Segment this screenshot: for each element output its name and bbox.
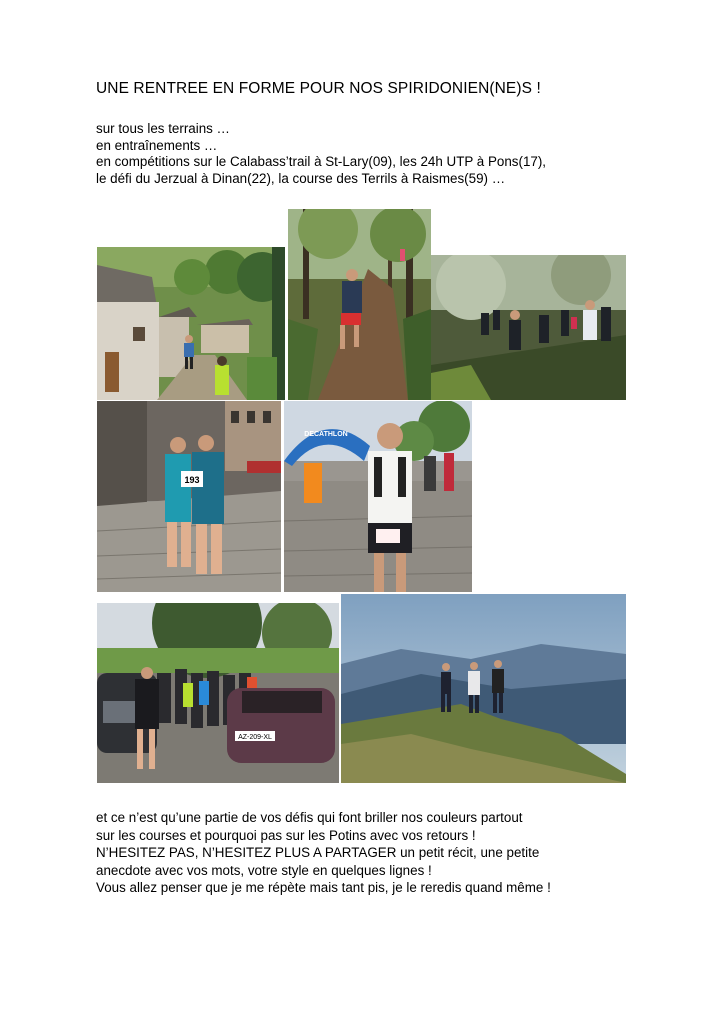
photo-forest-runner [288,209,431,400]
license-plate-text: AZ-209-XL [238,734,272,741]
page-title: UNE RENTREE EN FORME POUR NOS SPIRIDONIEN(NE)S ! [96,80,541,97]
photo-decathlon-arch-runner [284,401,472,592]
photo-mountain-ridge [341,594,626,783]
intro-line: le défi du Jerzual à Dinan(22), la course des Terrils à Raismes(59) … [96,170,506,186]
intro-line: en compétitions sur le Calabass’trail à St-Lary(09), les 24h UTP à Pons(17), [96,154,547,169]
photo-misty-trail-group [431,255,626,400]
closing-line: N’HESITEZ PAS, N’HESITEZ PLUS A PARTAGER un petit récit, une petite [96,845,540,860]
closing-line: sur les courses et pourquoi pas sur les Potins avec vos retours ! [96,827,476,843]
photo-group-car-park [97,603,339,783]
intro-line: en entraînements … [96,137,218,153]
closing-line: et ce n’est qu’une partie de vos défis qui font briller nos couleurs partout [96,810,523,825]
closing-text [96,809,551,897]
closing-line: anecdote avec vos mots, votre style en quelques lignes ! [96,862,432,878]
photo-village-runner [97,247,285,400]
intro-text [96,121,546,187]
closing-line: Vous allez penser que je me répète mais tant pis, je le reredis quand même ! [96,880,551,895]
bib-number: 193 [184,475,200,485]
decathlon-banner-text: DECATHLON [304,431,348,438]
intro-line: sur tous les terrains … [96,121,230,136]
photo-couple-cobblestones [97,401,281,592]
